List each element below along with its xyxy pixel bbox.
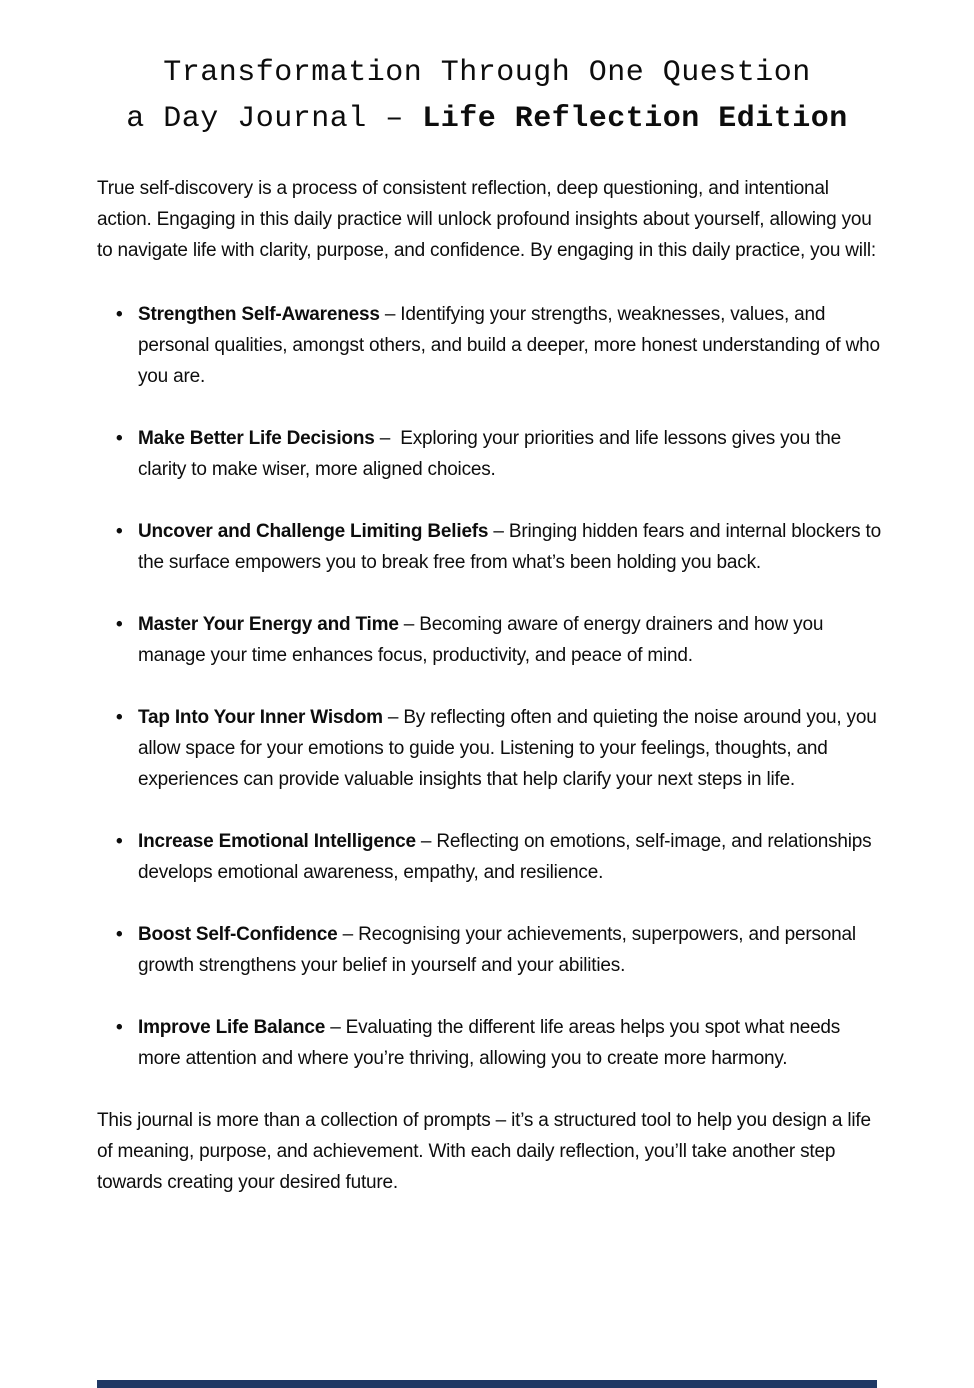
bullet-lead: Increase Emotional Intelligence [138,831,416,852]
bullet-text: Bringing hidden fears and internal blockers to the surface empowers you to break free from what’s been holding you back. [138,521,881,573]
bullet-lead: Make Better Life Decisions [138,428,375,449]
bullet-icon: • [116,924,123,945]
page-title [0,0,974,142]
page-title-line1 [0,50,974,96]
list-item [97,423,881,485]
bullet-text: Recognising your achievements, superpowers, and personal growth strengthens your belief in yourself and your abilities. [138,924,856,976]
bullet-icon: • [116,614,123,635]
bullet-text: Identifying your strengths, weaknesses, values, and personal qualities, amongst others, and build a deeper, more honest understanding of who you are. [138,304,880,387]
list-item [97,609,881,671]
bullet-icon: • [116,428,123,449]
bullet-lead: Tap Into Your Inner Wisdom [138,707,383,728]
bullet-text: Evaluating the different life areas helps you spot what needs more attention and where you’re thriving, allowing you to create more harmony. [138,1017,841,1069]
page-title-line2 [0,96,974,142]
bullet-text: Exploring your priorities and life lessons gives you the clarity to make wiser, more aligned choices. [138,428,842,480]
title-text-line1: Transformation Through One Question [163,56,811,90]
bullet-text: Reflecting on emotions, self-image, and relationships develops emotional awareness, empathy, and resilience. [138,831,872,883]
bullet-separator: – [379,304,401,325]
page-content [97,173,881,1198]
bullet-lead: Improve Life Balance [138,1017,326,1038]
benefits-list [97,299,881,1074]
bullet-separator: – [325,1017,346,1038]
list-item [97,919,881,981]
bullet-lead: Master Your Energy and Time [138,614,399,635]
list-item [97,702,881,795]
bullet-separator: – [488,521,509,542]
title-text-line2-regular: a Day Journal – [126,102,423,136]
bullet-separator: – [382,707,404,728]
bullet-separator: – [415,831,437,852]
bullet-text: By reflecting often and quieting the noise around you, you allow space for your emotions to guide you. Listening to your feelings, thoughts, and experiences can provide valuable insights that help clarify your next steps in life. [138,707,877,790]
bullet-icon: • [116,831,123,852]
bullet-icon: • [116,304,123,325]
list-item [97,516,881,578]
footer-bar [97,1380,877,1388]
intro-paragraph: True self-discovery is a process of consistent reflection, deep questioning, and intentional action. Engaging in this daily practice will unlock profound insights about yourself, allowing you to navigate life with clarity, purpose, and confidence. By engaging in this daily practice, you will: [97,178,876,261]
bullet-icon: • [116,1017,123,1038]
title-text-line2-bold: Life Reflection Edition [422,102,848,136]
list-item [97,826,881,888]
bullet-lead: Boost Self-Confidence [138,924,338,945]
closing-paragraph: This journal is more than a collection of prompts – it’s a structured tool to help you design a life of meaning, purpose, and achievement. With each daily reflection, you’ll take another step towards creating your desired future. [97,1110,871,1193]
bullet-separator: – [337,924,359,945]
list-item [97,299,881,392]
bullet-icon: • [116,521,123,542]
bullet-icon: • [116,707,123,728]
bullet-separator: – [374,428,401,449]
bullet-text: Becoming aware of energy drainers and how you manage your time enhances focus, productivity, and peace of mind. [138,614,824,666]
bullet-lead: Uncover and Challenge Limiting Beliefs [138,521,489,542]
bullet-separator: – [398,614,420,635]
list-item [97,1012,881,1074]
bullet-lead: Strengthen Self-Awareness [138,304,380,325]
